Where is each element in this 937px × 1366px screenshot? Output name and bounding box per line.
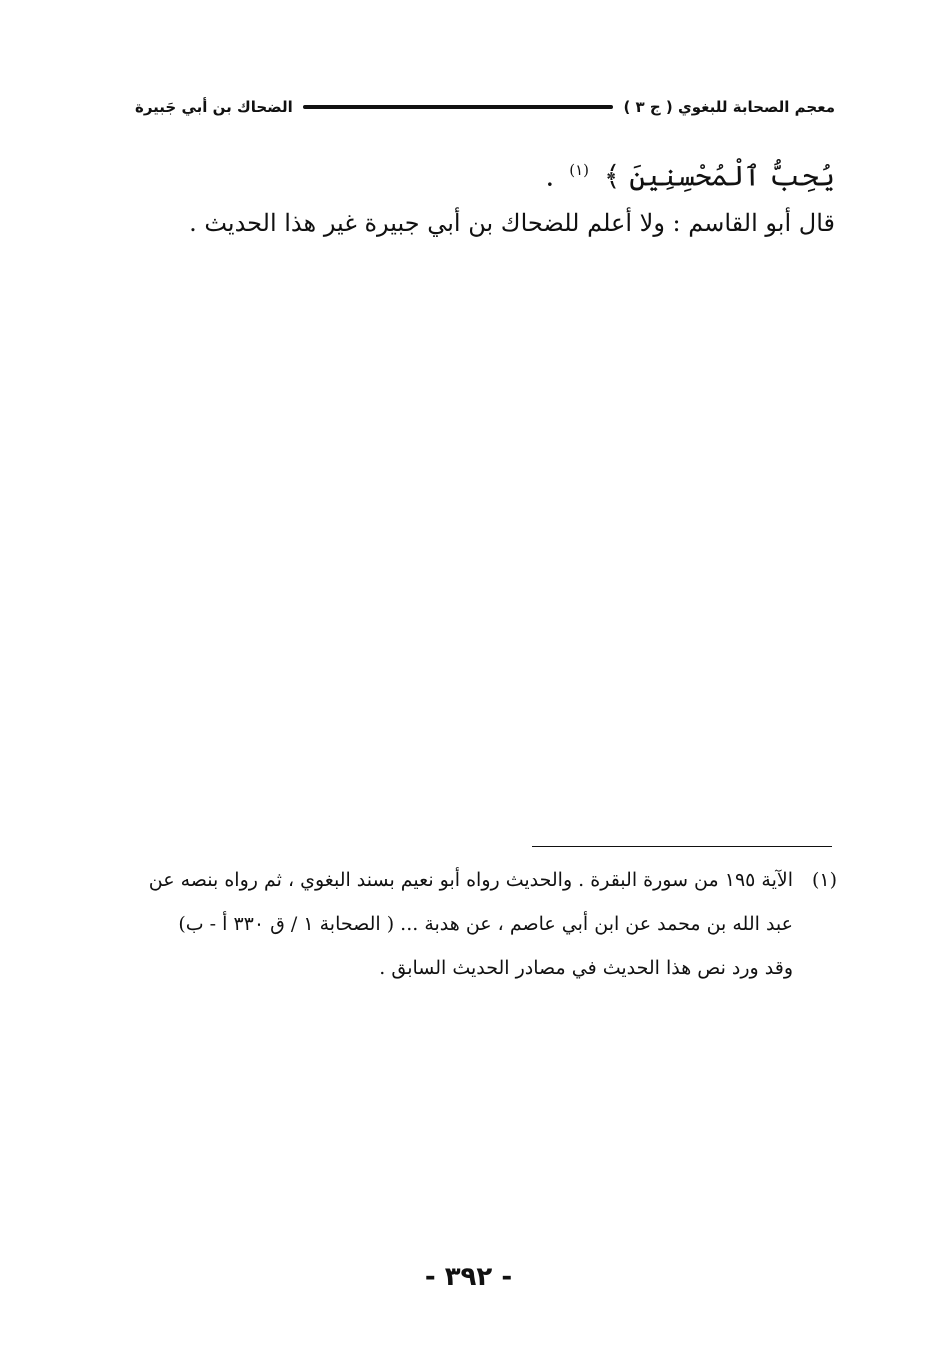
footnote-reference: (١) [569, 161, 589, 179]
footnote-number: (١) [811, 869, 837, 891]
page-number: - ٣٩٢ - [424, 1262, 513, 1292]
footnote-text-1: الآية ١٩٥ من سورة البقرة . والحديث رواه أبو نعيم بسند البغوي ، ثم رواه بنصه عن [148, 869, 793, 891]
footnote-text-2: عبد الله بن محمد عن ابن أبي عاصم ، عن هدبة ... ( الصحابة ١ / ق ٣٣٠ أ - ب) [178, 913, 793, 935]
footnote-text-3: وقد ورد نص هذا الحديث في مصادر الحديث السابق . [379, 957, 793, 979]
footnote-line [122, 862, 837, 906]
footnote-separator [532, 846, 832, 847]
running-header [135, 92, 835, 122]
body-paragraph: قال أبو القاسم : ولا أعلم للضحاك بن أبي جبيرة غير هذا الحديث . [189, 209, 835, 237]
header-rule [303, 105, 614, 109]
footnotes-section [122, 862, 837, 994]
quran-verse-line [130, 150, 835, 196]
quran-end-period: . [545, 159, 555, 193]
quran-text: يُحِبُّ ٱلْمُحْسِنِينَ ﴾ [603, 159, 835, 193]
header-entry-title: الضحاك بن أبي جَبيرة [135, 98, 293, 116]
header-book-title: معجم الصحابة للبغوي ( ج ٣ ) [623, 98, 835, 116]
